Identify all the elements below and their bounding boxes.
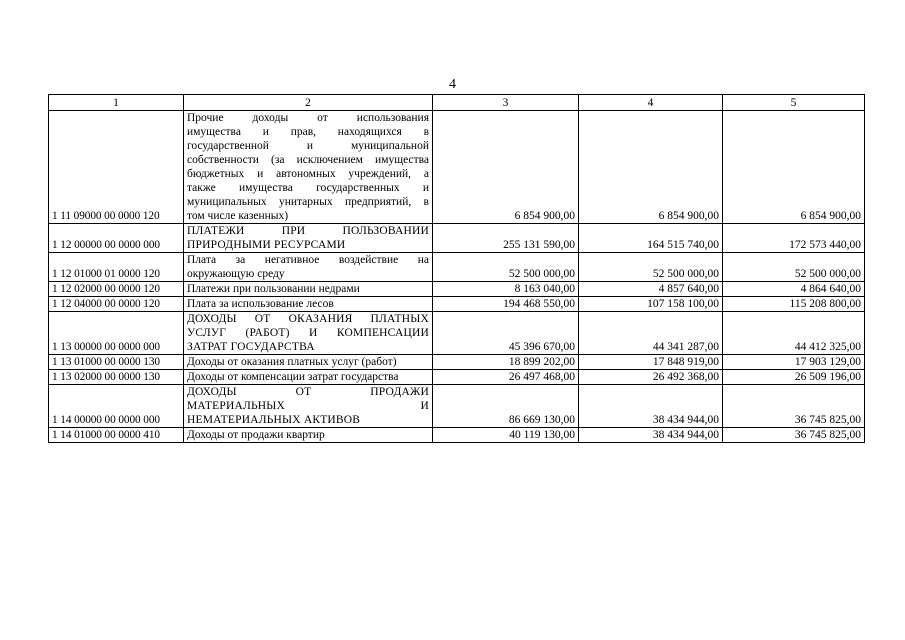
revenue-name-line: Прочие доходы от использования xyxy=(187,112,429,124)
value-col3: 26 497 468,00 xyxy=(433,370,579,385)
budget-code: 1 14 01000 00 0000 410 xyxy=(49,428,184,443)
value-col5: 172 573 440,00 xyxy=(723,224,865,253)
budget-code: 1 14 00000 00 0000 000 xyxy=(49,385,184,428)
revenue-name-line: Доходы от компенсации затрат государства xyxy=(187,371,399,383)
revenue-name-line: Платежи при пользовании недрами xyxy=(187,283,360,295)
revenue-name-line: также имущества государственных и xyxy=(187,182,429,194)
value-col5: 36 745 825,00 xyxy=(723,428,865,443)
revenue-name-line: ДОХОДЫ ОТ ОКАЗАНИЯ ПЛАТНЫХ xyxy=(187,313,429,325)
revenue-name xyxy=(184,297,433,312)
value-col5: 26 509 196,00 xyxy=(723,370,865,385)
revenue-name-line: Доходы от оказания платных услуг (работ) xyxy=(187,356,397,368)
table-row xyxy=(49,385,865,428)
revenue-name-line: Плата за негативное воздействие на xyxy=(187,254,429,266)
value-col4: 4 857 640,00 xyxy=(579,282,723,297)
revenue-name xyxy=(184,355,433,370)
value-col4: 38 434 944,00 xyxy=(579,428,723,443)
revenue-name xyxy=(184,282,433,297)
value-col5: 44 412 325,00 xyxy=(723,312,865,355)
value-col3: 45 396 670,00 xyxy=(433,312,579,355)
value-col5: 17 903 129,00 xyxy=(723,355,865,370)
value-col3: 255 131 590,00 xyxy=(433,224,579,253)
revenue-name-line: Плата за использование лесов xyxy=(187,298,334,310)
revenue-name-line: том числе казенных) xyxy=(187,210,289,222)
revenue-name-line: бюджетных и автономных учреждений, а xyxy=(187,168,429,180)
column-header-5: 5 xyxy=(723,95,865,111)
column-header-4: 4 xyxy=(579,95,723,111)
column-header-2: 2 xyxy=(184,95,433,111)
table-row xyxy=(49,111,865,224)
table-row xyxy=(49,253,865,282)
value-col4: 26 492 368,00 xyxy=(579,370,723,385)
revenue-name-line: ПРИРОДНЫМИ РЕСУРСАМИ xyxy=(187,239,346,251)
revenue-name xyxy=(184,312,433,355)
revenue-name xyxy=(184,253,433,282)
budget-code: 1 12 00000 00 0000 000 xyxy=(49,224,184,253)
revenue-name-line: имущества и прав, находящихся в xyxy=(187,126,429,138)
column-header-3: 3 xyxy=(433,95,579,111)
budget-code: 1 13 00000 00 0000 000 xyxy=(49,312,184,355)
budget-code: 1 11 09000 00 0000 120 xyxy=(49,111,184,224)
value-col4: 6 854 900,00 xyxy=(579,111,723,224)
value-col4: 38 434 944,00 xyxy=(579,385,723,428)
value-col3: 8 163 040,00 xyxy=(433,282,579,297)
value-col5: 36 745 825,00 xyxy=(723,385,865,428)
revenue-name xyxy=(184,370,433,385)
table-row xyxy=(49,224,865,253)
revenue-name-line: собственности (за исключением имущества xyxy=(187,154,429,166)
value-col4: 107 158 100,00 xyxy=(579,297,723,312)
budget-code: 1 12 01000 01 0000 120 xyxy=(49,253,184,282)
table-row xyxy=(49,297,865,312)
table-row xyxy=(49,355,865,370)
value-col3: 194 468 550,00 xyxy=(433,297,579,312)
revenue-name xyxy=(184,111,433,224)
table-header-row xyxy=(49,95,865,111)
budget-code: 1 12 04000 00 0000 120 xyxy=(49,297,184,312)
revenue-name-line: государственной и муниципальной xyxy=(187,140,429,152)
revenue-name-line: МАТЕРИАЛЬНЫХ И xyxy=(187,400,429,412)
table-row xyxy=(49,370,865,385)
revenue-name-line: НЕМАТЕРИАЛЬНЫХ АКТИВОВ xyxy=(187,414,361,426)
revenue-table xyxy=(48,94,865,443)
value-col4: 52 500 000,00 xyxy=(579,253,723,282)
table-row xyxy=(49,312,865,355)
revenue-name xyxy=(184,428,433,443)
value-col3: 52 500 000,00 xyxy=(433,253,579,282)
table-row xyxy=(49,428,865,443)
value-col3: 6 854 900,00 xyxy=(433,111,579,224)
value-col3: 18 899 202,00 xyxy=(433,355,579,370)
revenue-name-line: окружающую среду xyxy=(187,268,285,280)
revenue-name-line: ДОХОДЫ ОТ ПРОДАЖИ xyxy=(187,386,429,398)
value-col3: 86 669 130,00 xyxy=(433,385,579,428)
column-header-1: 1 xyxy=(49,95,184,111)
page-number: 4 xyxy=(449,77,456,92)
value-col3: 40 119 130,00 xyxy=(433,428,579,443)
revenue-name-line: Доходы от продажи квартир xyxy=(187,429,325,441)
value-col5: 52 500 000,00 xyxy=(723,253,865,282)
revenue-name-line: УСЛУГ (РАБОТ) И КОМПЕНСАЦИИ xyxy=(187,327,429,339)
value-col5: 115 208 800,00 xyxy=(723,297,865,312)
value-col5: 6 854 900,00 xyxy=(723,111,865,224)
revenue-name-line: ЗАТРАТ ГОСУДАРСТВА xyxy=(187,341,315,353)
budget-code: 1 12 02000 00 0000 120 xyxy=(49,282,184,297)
value-col4: 17 848 919,00 xyxy=(579,355,723,370)
revenue-name xyxy=(184,385,433,428)
budget-code: 1 13 01000 00 0000 130 xyxy=(49,355,184,370)
revenue-name-line: ПЛАТЕЖИ ПРИ ПОЛЬЗОВАНИИ xyxy=(187,225,429,237)
value-col4: 44 341 287,00 xyxy=(579,312,723,355)
budget-code: 1 13 02000 00 0000 130 xyxy=(49,370,184,385)
table-row xyxy=(49,282,865,297)
table-body xyxy=(49,111,865,443)
revenue-name-line: муниципальных унитарных предприятий, в xyxy=(187,196,429,208)
value-col5: 4 864 640,00 xyxy=(723,282,865,297)
value-col4: 164 515 740,00 xyxy=(579,224,723,253)
revenue-name xyxy=(184,224,433,253)
